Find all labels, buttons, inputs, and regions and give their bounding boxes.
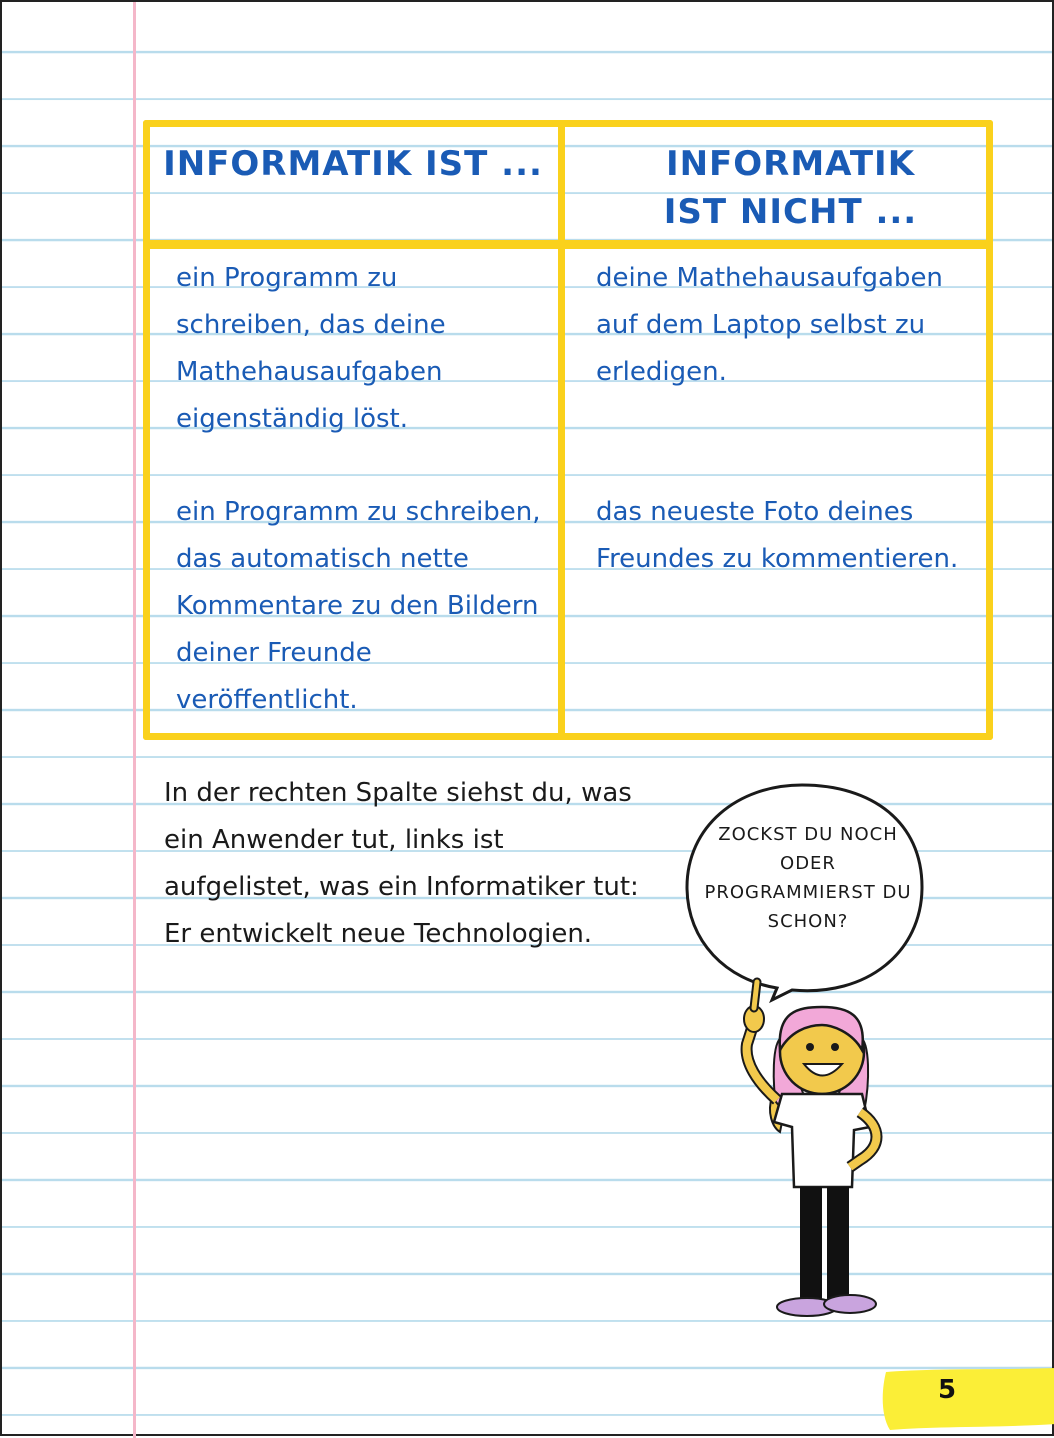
- table-middle-divider: [558, 120, 565, 740]
- column-header-nicht: INFORMATIK IST NICHT ...: [663, 144, 918, 232]
- table-header-divider: [143, 240, 993, 249]
- margin-line: [133, 2, 136, 1438]
- girl-figure-icon: [744, 982, 877, 1316]
- page-number: 5: [937, 1375, 957, 1405]
- table-cell-ist-2: ein Programm zu schreiben, das automatisch nette Kommentare zu den Bildern deiner Freunde veröffentlicht.: [176, 497, 541, 715]
- body-paragraph: In der rechten Spalte siehst du, was ein Anwender tut, links ist aufgelistet, was ein Informatiker tut: Er entwickelt neue Technologien.: [164, 778, 639, 949]
- table-bottom-border: [143, 733, 993, 740]
- table-cell-nicht-1: deine Mathehausaufgaben auf dem Laptop selbst zu erledigen.: [596, 263, 943, 387]
- table-right-border: [986, 120, 993, 740]
- column-header-ist: INFORMATIK IST ...: [163, 144, 543, 184]
- speech-bubble-text: ZOCKST DU NOCH ODER PROGRAMMIERST DU SCHON?: [704, 824, 912, 932]
- table-cell-ist-1: ein Programm zu schreiben, das deine Mathehausaufgaben eigenständig löst.: [176, 263, 446, 434]
- table-left-border: [143, 120, 150, 740]
- comparison-table: [143, 120, 993, 740]
- table-cell-nicht-2: das neueste Foto deines Freundes zu kommentieren.: [596, 497, 959, 574]
- page-number-marker-icon: [876, 1364, 1054, 1438]
- table-top-border: [143, 120, 993, 127]
